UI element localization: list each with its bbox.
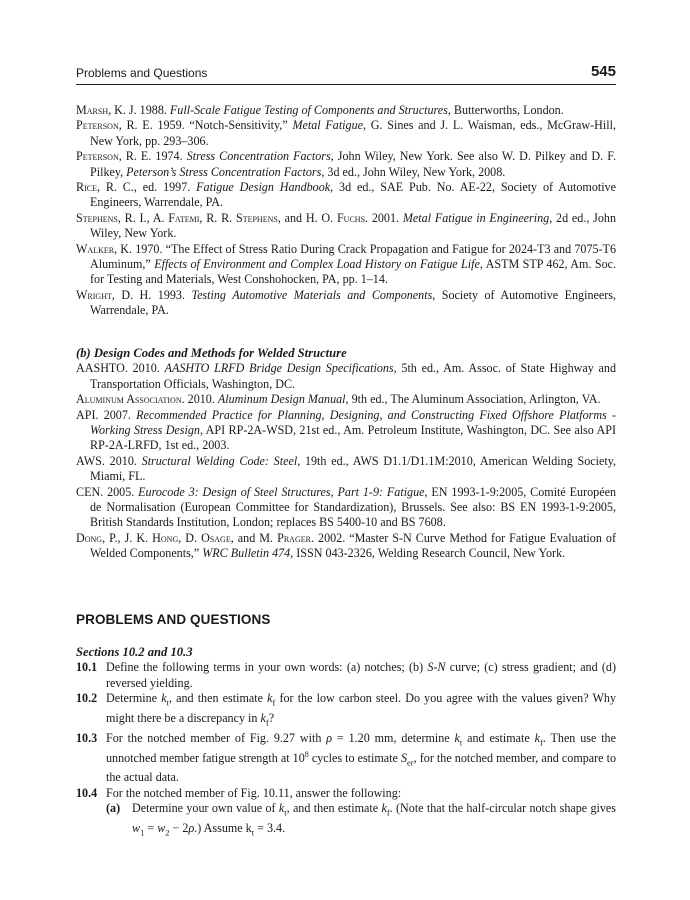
text-run: , and then estimate bbox=[168, 691, 268, 706]
text-run: , John Wiley, New York. See also W. D. Pilkey and D. F. Pilkey, bbox=[90, 149, 616, 179]
text-run: cycles to estimate bbox=[308, 750, 401, 765]
italic-run: Full-Scale Fatigue Testing of Components and Structures bbox=[169, 103, 448, 117]
italic-run: Testing Automotive Materials and Components bbox=[191, 287, 433, 302]
italic-run: ρ bbox=[326, 730, 333, 745]
italic-run: Effects of Environment and Complex Load History on Fatigue Life bbox=[154, 257, 480, 272]
running-title: Problems and Questions bbox=[76, 66, 208, 80]
subitem-label: (a) bbox=[106, 801, 121, 816]
italic-run: k bbox=[267, 691, 273, 706]
italic-run: w bbox=[157, 821, 166, 836]
reference-entry bbox=[76, 149, 616, 180]
problem-list bbox=[76, 660, 616, 841]
text-run: For the notched member of Fig. 9.27 with bbox=[106, 730, 327, 745]
italic-run: Structural Welding Code: Steel bbox=[141, 453, 298, 468]
subscript: t bbox=[251, 827, 255, 838]
section-title: PROBLEMS AND QUESTIONS bbox=[76, 612, 271, 627]
problem-number: 10.3 bbox=[76, 730, 98, 745]
text-run: ? bbox=[268, 711, 275, 726]
reference-list-b-block bbox=[76, 346, 616, 562]
italic-run: S-N bbox=[427, 660, 446, 675]
text-run: , 2d ed., John Wiley, New York. bbox=[90, 210, 616, 241]
text-run: 1970. “The Effect of Stress Ratio During Crack Propagation and Fatigue for 2024-T3 and 7075-T6 Aluminum,” bbox=[90, 241, 616, 272]
reference-entry bbox=[76, 485, 616, 531]
text-run: . 2010. bbox=[101, 453, 142, 468]
subsection-heading: (b) Design Codes and Methods for Welded Structure bbox=[76, 346, 347, 360]
italic-run: Eurocode 3: Design of Steel Structures, Part 1-9: Fatigue bbox=[138, 484, 425, 499]
reference-entry bbox=[76, 361, 616, 392]
text-run: , EN 1993-1-9:2005, Comité Européen de Normalisation (European Committee for Standardization), Brussels. See also: BS EN 1993-1-9:2005, British Standards Institution, London; replaces BS 5400-10 and BS 7608. bbox=[90, 484, 616, 530]
text-run: , 3d ed., SAE Pub. No. AE-22, Society of Automotive Engineers, Warrendale, PA. bbox=[90, 180, 617, 210]
reference-author: AASHTO bbox=[76, 361, 125, 376]
text-run: . 2010. bbox=[181, 392, 218, 407]
text-run: and bbox=[280, 210, 306, 225]
text-run: , 3d ed., John Wiley, New York, 2008. bbox=[321, 164, 506, 179]
text-run: = 3.4. bbox=[254, 821, 286, 836]
text-run: and estimate bbox=[462, 730, 535, 745]
subscript: er bbox=[407, 757, 414, 768]
text-run: , Butterworths, London. bbox=[447, 103, 564, 117]
text-run: , ASTM STP 462, Am. Soc. for Testing and Materials, West Conshohocken, PA, pp. 1–14. bbox=[90, 257, 617, 287]
text-run: , 5th ed., Am. Assoc. of State Highway and Transportation Officials, Washington, DC. bbox=[90, 361, 617, 391]
reference-list-b bbox=[76, 361, 616, 561]
superscript: 8 bbox=[304, 749, 309, 759]
subscript: f bbox=[540, 737, 543, 748]
problem-item bbox=[76, 786, 616, 801]
reference-author: Walker, K. bbox=[76, 241, 133, 256]
text-run: . 2010. bbox=[124, 361, 165, 376]
running-header bbox=[76, 63, 616, 86]
problems-block bbox=[76, 645, 616, 841]
text-run: − 2 bbox=[169, 821, 189, 836]
problem-number: 10.2 bbox=[76, 691, 98, 706]
text-run: .) Assume k bbox=[194, 821, 252, 836]
text-run: For the notched member of Fig. 10.11, answer the following: bbox=[106, 785, 402, 800]
reference-author: Rice, R. C. bbox=[76, 180, 134, 195]
reference-author: API bbox=[76, 407, 96, 422]
italic-run: Recommended Practice for Planning, Designing, and Constructing Fixed Offshore Platforms - Working Stress Design bbox=[90, 407, 616, 438]
reference-entry bbox=[76, 531, 616, 562]
text-run: and bbox=[233, 530, 260, 545]
italic-run: ρ bbox=[188, 821, 195, 836]
subscript: t bbox=[166, 697, 169, 708]
problem-subitem bbox=[76, 801, 616, 841]
text-run: , API RP-2A-WSD, 21st ed., Am. Petroleum Institute, Washington, DC. See also API RP-2A-LRFD, 1st ed., 2003. bbox=[90, 423, 616, 453]
problems-heading: Sections 10.2 and 10.3 bbox=[76, 645, 193, 659]
text-run: . 2005. bbox=[100, 484, 139, 499]
page-number: 545 bbox=[590, 63, 616, 80]
reference-entry bbox=[76, 408, 616, 454]
text-run: , for the notched member, and compare to the actual data. bbox=[106, 750, 617, 785]
text-run: Determine your own value of bbox=[132, 801, 279, 816]
reference-author: Wright, D. H. bbox=[76, 287, 152, 302]
reference-entry bbox=[76, 118, 616, 149]
text-run: , 19th ed., AWS D1.1/D1.1M:2010, American Welding Society, Miami, FL. bbox=[90, 453, 616, 484]
problem-number: 10.4 bbox=[76, 785, 98, 800]
text-run: for the low carbon steel. Do you agree with the values given? Why might there be a discrepancy in bbox=[106, 691, 616, 726]
italic-run: Fatigue Design Handbook bbox=[196, 180, 331, 195]
problem-item bbox=[76, 731, 616, 786]
reference-author: Aluminum Association bbox=[76, 392, 182, 407]
problem-number: 10.1 bbox=[76, 660, 98, 675]
small-caps-run: H. O. Fuchs bbox=[305, 210, 366, 225]
italic-run: Metal Fatigue bbox=[292, 118, 363, 133]
text-run: Define the following terms in your own words: (a) notches; (b) bbox=[106, 660, 428, 675]
italic-run: k bbox=[454, 730, 460, 745]
reference-entry bbox=[76, 242, 616, 288]
text-run: , ed. 1997. bbox=[133, 180, 197, 195]
reference-entry bbox=[76, 103, 616, 118]
italic-run: k bbox=[278, 801, 285, 816]
subscript: 1 bbox=[140, 827, 145, 838]
italic-run: AASHTO LRFD Bridge Design Specifications bbox=[164, 361, 394, 376]
reference-entry bbox=[76, 392, 616, 407]
italic-run: Aluminum Design Manual bbox=[217, 392, 346, 407]
text-run: , G. Sines and J. L. Waisman, eds., McGraw-Hill, New York, pp. 293–306. bbox=[90, 118, 616, 148]
reference-list-a bbox=[76, 103, 616, 319]
text-run: . Then use the unnotched member fatigue strength at 10 bbox=[106, 730, 616, 765]
small-caps-run: M. Prager bbox=[259, 530, 311, 545]
text-run: . 2002. “Master S-N Curve Method for Fatigue Evaluation of Welded Components,” bbox=[90, 530, 616, 561]
italic-run: S bbox=[400, 750, 408, 765]
italic-run: w bbox=[132, 821, 141, 836]
italic-run: k bbox=[381, 801, 387, 816]
reference-author: CEN bbox=[76, 484, 101, 499]
subscript: f bbox=[386, 807, 390, 818]
problem-item bbox=[76, 660, 616, 691]
text-run: Determine bbox=[106, 691, 162, 706]
italic-run: k bbox=[534, 730, 540, 745]
text-run: . 2007. bbox=[95, 407, 137, 422]
text-run: , and then estimate bbox=[286, 801, 382, 816]
text-run: , Society of Automotive Engineers, Warrendale, PA. bbox=[90, 287, 616, 318]
reference-entry bbox=[76, 211, 616, 242]
italic-run: Metal Fatigue in Engineering bbox=[402, 210, 550, 225]
text-run: , ISSN 043-2326, Welding Research Council, New York. bbox=[290, 546, 566, 561]
subscript: t bbox=[284, 807, 287, 818]
reference-author: Marsh, K. J. bbox=[76, 103, 137, 117]
subscript: f bbox=[265, 717, 269, 728]
reference-entry bbox=[76, 288, 616, 319]
reference-author: AWS bbox=[76, 453, 102, 468]
reference-author: Peterson, R. E. bbox=[76, 149, 152, 164]
italic-run: Stress Concentration Factors bbox=[186, 149, 331, 164]
text-run: , 9th ed., The Aluminum Association, Arlington, VA. bbox=[345, 392, 601, 407]
text-run: . (Note that the half-circular notch shape gives bbox=[389, 801, 616, 816]
italic-run: Peterson’s Stress Concentration Factors bbox=[126, 164, 322, 179]
text-run: 1974. bbox=[151, 149, 187, 164]
text-run: 1988. bbox=[136, 103, 170, 117]
text-run: curve; (c) stress gradient; and (d) reversed yielding. bbox=[106, 660, 616, 690]
reference-author: Dong, P., J. K. Hong, D. Osage, bbox=[76, 530, 234, 545]
text-run: = bbox=[144, 821, 158, 836]
italic-run: WRC Bulletin 474 bbox=[202, 546, 291, 561]
subscript: 2 bbox=[165, 827, 170, 838]
reference-entry bbox=[76, 454, 616, 485]
header-rule bbox=[76, 84, 616, 85]
subscript: f bbox=[272, 697, 276, 708]
reference-author: Peterson, R. E. bbox=[76, 118, 153, 133]
subscript: t bbox=[459, 737, 463, 748]
text-run: = 1.20 mm, determine bbox=[332, 730, 455, 745]
reference-author: Stephens, R. I., A. Fatemi, R. R. Stephens, bbox=[76, 210, 281, 225]
italic-run: k bbox=[161, 691, 167, 706]
text-run: 1959. “Notch-Sensitivity,” bbox=[152, 118, 293, 133]
text-run: 1993. bbox=[151, 287, 192, 302]
reference-entry bbox=[76, 180, 616, 211]
italic-run: k bbox=[260, 711, 266, 726]
problem-item bbox=[76, 691, 616, 731]
text-run: . 2001. bbox=[365, 210, 403, 225]
